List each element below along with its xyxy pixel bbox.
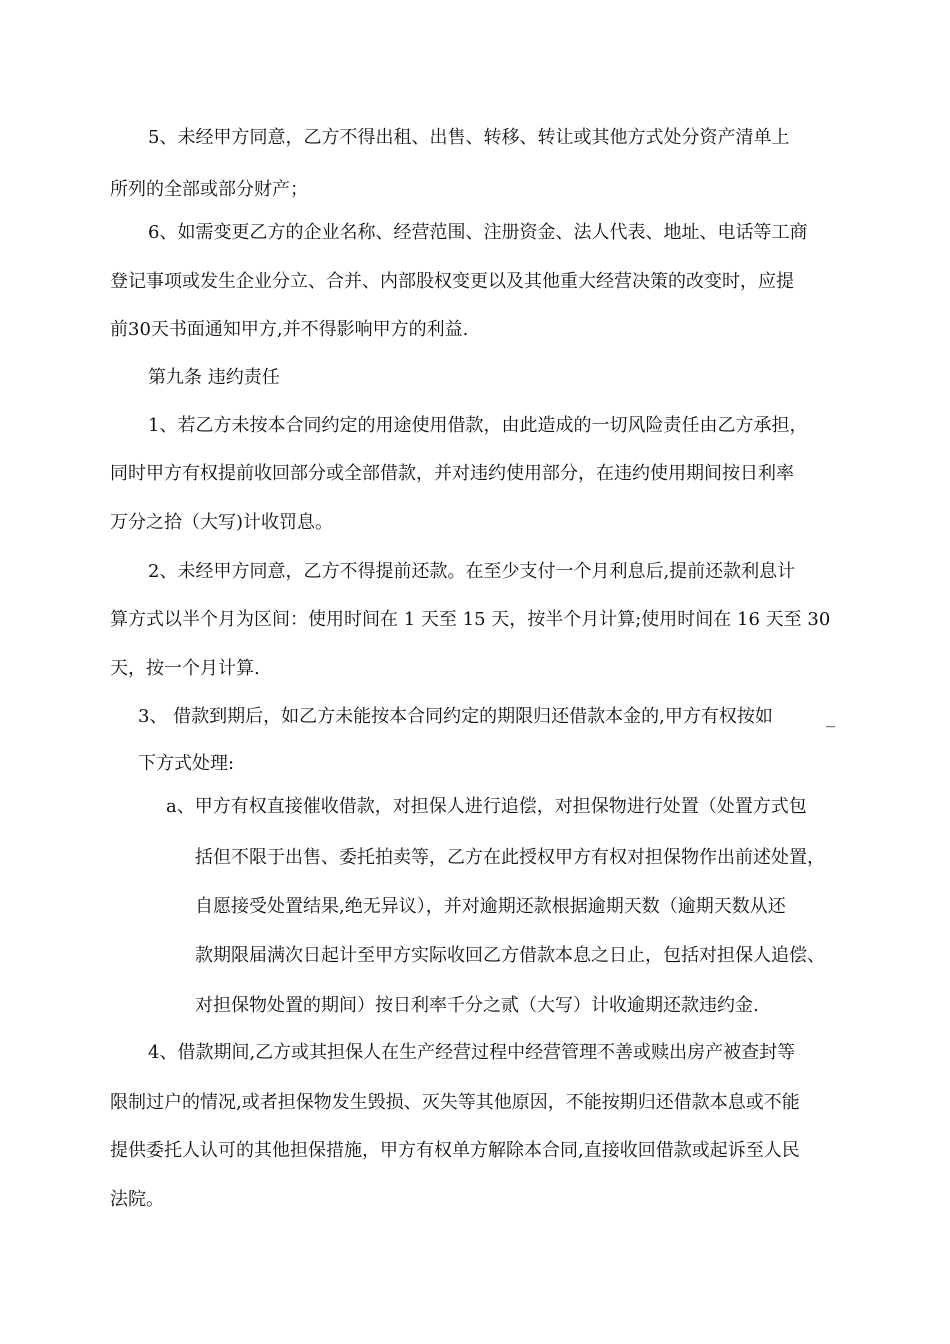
clause3a-line1: a、甲方有权直接催收借款，对担保人进行追偿，对担保物进行处置（处置方式包 xyxy=(166,796,807,817)
item6-line1: 6、如需变更乙方的企业名称、经营范围、注册资金、法人代表、地址、电话等工商 xyxy=(148,222,808,243)
clause1-line2: 同时甲方有权提前收回部分或全部借款，并对违约使用部分，在违约使用期间按日利率 xyxy=(110,463,794,484)
clause3-underscore: _ xyxy=(826,707,835,728)
item6-line3: 前30天书面通知甲方,并不得影响甲方的利益. xyxy=(110,319,469,340)
clause1-line1: 1、若乙方未按本合同约定的用途使用借款，由此造成的一切风险责任由乙方承担， xyxy=(148,415,808,436)
clause4-line3: 提供委托人认可的其他担保措施，甲方有权单方解除本合同,直接收回借款或起诉至人民 xyxy=(110,1140,800,1161)
clause4-line4: 法院。 xyxy=(110,1189,164,1210)
clause2-line2: 算方式以半个月为区间：使用时间在 1 天至 15 天，按半个月计算;使用时间在 16 天至 30 xyxy=(110,609,831,630)
item5-line1: 5、未经甲方同意，乙方不得出租、出售、转移、转让或其他方式处分资产清单上 xyxy=(148,127,790,148)
clause4-line1: 4、借款期间,乙方或其担保人在生产经营过程中经营管理不善或赎出房产被查封等 xyxy=(148,1042,796,1063)
article9-heading: 第九条 违约责任 xyxy=(148,367,280,388)
clause3-line1: 3、 借款到期后，如乙方未能按本合同约定的期限归还借款本金的,甲方有权按如 xyxy=(138,706,773,727)
clause2-line3: 天，按一个月计算. xyxy=(110,658,260,679)
clause3-line2: 下方式处理: xyxy=(138,753,235,774)
clause2-line1: 2、未经甲方同意，乙方不得提前还款。在至少支付一个月利息后,提前还款利息计 xyxy=(148,561,796,582)
clause4-line2: 限制过户的情况,或者担保物发生毁损、灭失等其他原因，不能按期归还借款本息或不能 xyxy=(110,1092,800,1113)
clause3a-line3: 自愿接受处置结果,绝无异议），并对逾期还款根据逾期天数（逾期天数从还 xyxy=(195,896,786,917)
item5-line2: 所列的全部或部分财产； xyxy=(110,179,308,200)
clause3a-line4: 款期限届满次日起计至甲方实际收回乙方借款本息之日止，包括对担保人追偿、 xyxy=(195,945,825,966)
item6-line2: 登记事项或发生企业分立、合并、内部股权变更以及其他重大经营决策的改变时，应提 xyxy=(110,271,794,292)
clause1-line3: 万分之拾（大写)计收罚息。 xyxy=(110,512,334,533)
clause3a-line2: 括但不限于出售、委托拍卖等，乙方在此授权甲方有权对担保物作出前述处置， xyxy=(195,847,825,868)
clause3a-line5: 对担保物处置的期间）按日利率千分之贰（大写）计收逾期还款违约金. xyxy=(195,995,759,1016)
